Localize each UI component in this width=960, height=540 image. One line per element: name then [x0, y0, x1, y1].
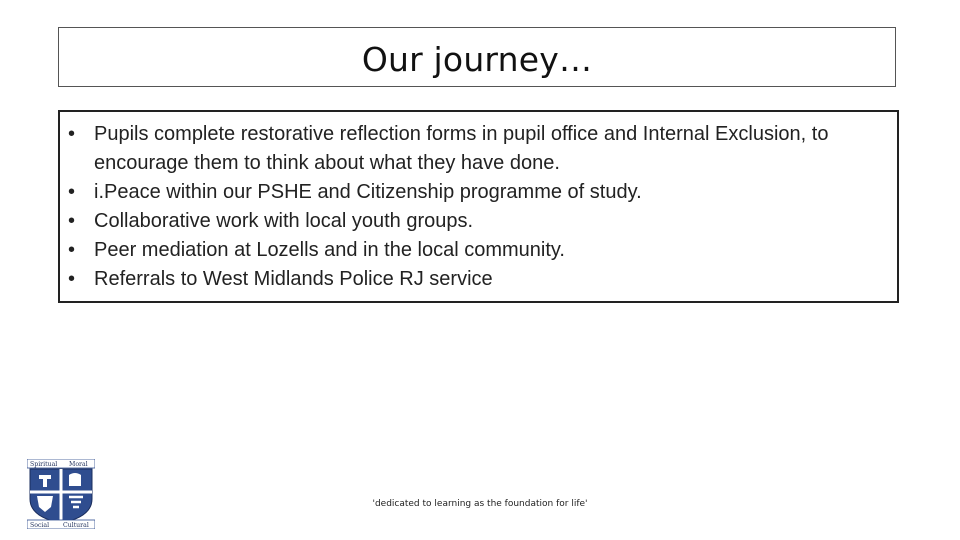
bullet-text: Referrals to West Midlands Police RJ service [94, 268, 493, 290]
bullet-text: Collaborative work with local youth groups. [94, 210, 474, 232]
crest-label-moral: Moral [69, 461, 88, 468]
crest-label-cultural: Cultural [63, 522, 89, 529]
bullet-text: Peer mediation at Lozells and in the local community. [94, 239, 565, 261]
bullet-item [68, 265, 877, 294]
content-box [58, 110, 899, 303]
bullet-text: i.Peace within our PSHE and Citizenship programme of study. [94, 181, 642, 203]
bullet-item [68, 207, 877, 236]
crest-emblem [69, 473, 81, 486]
slide-title: Our journey… [361, 39, 593, 79]
bullet-dot: • [68, 210, 76, 232]
bullet-dot: • [68, 123, 76, 145]
bullet-dot: • [68, 181, 76, 203]
bullet-dot: • [68, 268, 76, 290]
bullet-list [68, 120, 877, 294]
crest-label-social: Social [30, 522, 50, 529]
tagline: 'dedicated to learning as the foundation for life' [372, 499, 588, 509]
crest-label-spiritual: Spiritual [30, 461, 58, 468]
school-crest-icon [27, 459, 95, 529]
bullet-dot: • [68, 239, 76, 261]
bullet-text: Pupils complete restorative reflection forms in pupil office and Internal Exclusion, to encourage them to think about what they have done. [94, 123, 829, 174]
bullet-item [68, 120, 877, 178]
title-box [58, 27, 896, 87]
bullet-item [68, 236, 877, 265]
bullet-item [68, 178, 877, 207]
